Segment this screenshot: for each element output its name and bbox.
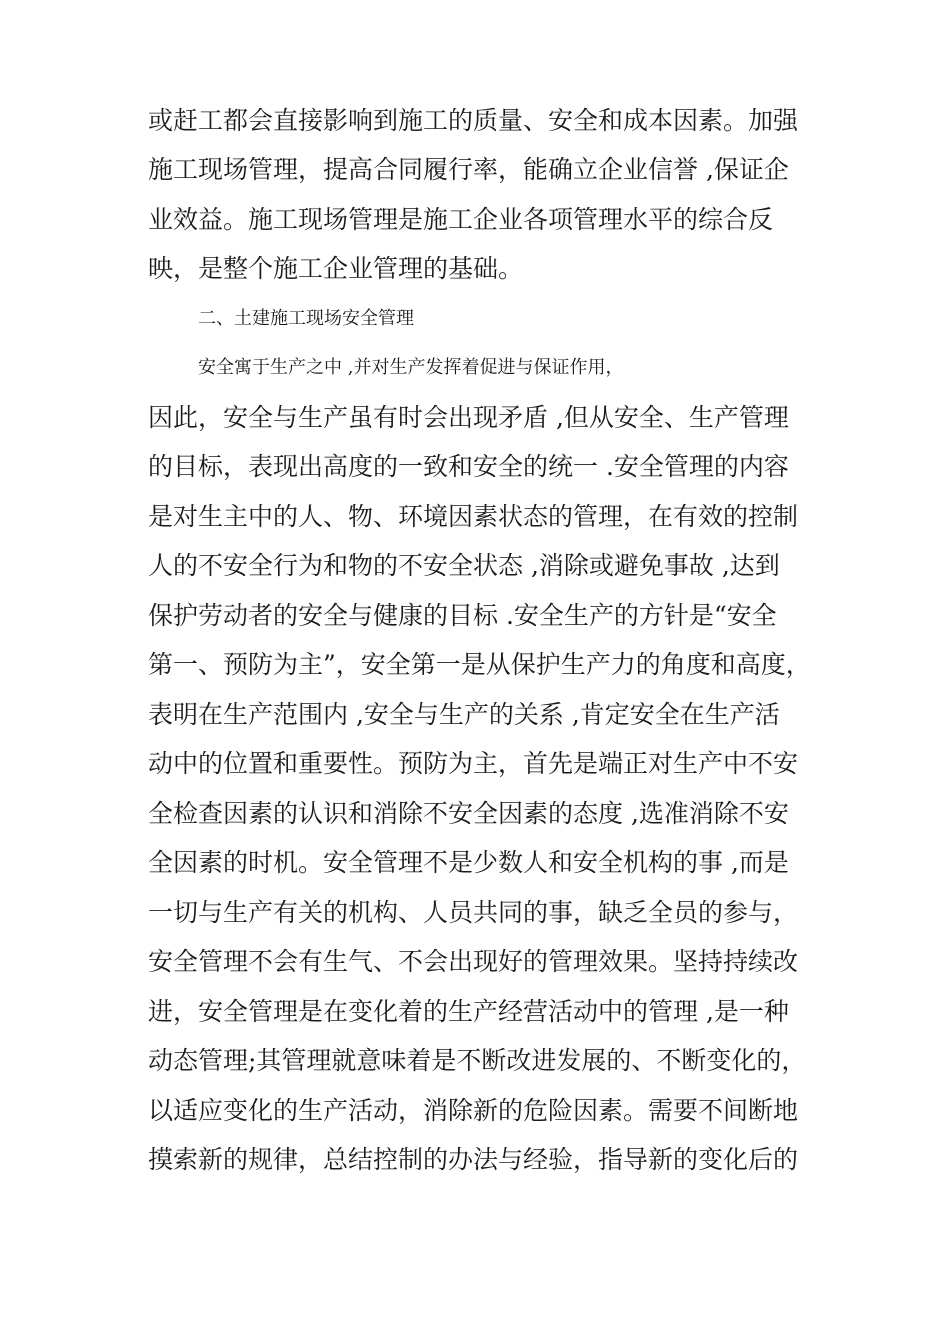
paragraph-line: 全因素的时机。安全管理不是少数人和安全机构的事 ,而是 xyxy=(148,848,789,877)
paragraph-line: 是对生主中的人、物、环境因素状态的管理，在有效的控制 xyxy=(148,502,799,531)
paragraph-line: 施工现场管理，提高合同履行率，能确立企业信誉 ,保证企 xyxy=(148,155,789,184)
paragraph-line: 全检查因素的认识和消除不安全因素的态度 ,选准消除不安 xyxy=(148,799,789,828)
paragraph-line: 摸索新的规律，总结控制的办法与经验，指导新的变化后的 xyxy=(148,1145,799,1174)
paragraph-line: 动中的位置和重要性。预防为主，首先是端正对生产中不安 xyxy=(148,749,799,778)
paragraph-line: 以适应变化的生产活动，消除新的危险因素。需要不间断地 xyxy=(148,1096,799,1125)
paragraph-line: 进，安全管理是在变化着的生产经营活动中的管理 ,是一种 xyxy=(148,997,789,1026)
paragraph-line: 表明在生产范围内 ,安全与生产的关系 ,肯定安全在生产活 xyxy=(148,700,780,729)
paragraph-line: 安全寓于生产之中 ,并对生产发挥着促进与保证作用， xyxy=(198,357,624,378)
paragraph-line: 人的不安全行为和物的不安全状态 ,消除或避免事故 ,达到 xyxy=(148,551,780,580)
section-heading: 二、土建施工现场安全管理 xyxy=(198,308,414,329)
paragraph-line: 保护劳动者的安全与健康的目标 .安全生产的方针是“安全 xyxy=(148,601,777,630)
paragraph-line: 动态管理;其管理就意味着是不断改进发展的、不断变化的， xyxy=(148,1046,807,1075)
paragraph-line: 的目标，表现出高度的一致和安全的统一 .安全管理的内容 xyxy=(148,452,789,481)
paragraph-line: 或赶工都会直接影响到施工的质量、安全和成本因素。加强 xyxy=(148,106,799,135)
paragraph-line: 一切与生产有关的机构、人员共同的事，缺乏全员的参与， xyxy=(148,898,799,927)
paragraph-line: 映，是整个施工企业管理的基础。 xyxy=(148,254,524,283)
paragraph-line: 因此，安全与生产虽有时会出现矛盾 ,但从安全、生产管理 xyxy=(148,403,789,432)
paragraph-line: 安全管理不会有生气、不会出现好的管理效果。坚持持续改 xyxy=(148,947,799,976)
paragraph-line: 第一、预防为主”，安全第一是从保护生产力的角度和高度， xyxy=(148,650,811,679)
paragraph-line: 业效益。施工现场管理是施工企业各项管理水平的综合反 xyxy=(148,205,774,234)
